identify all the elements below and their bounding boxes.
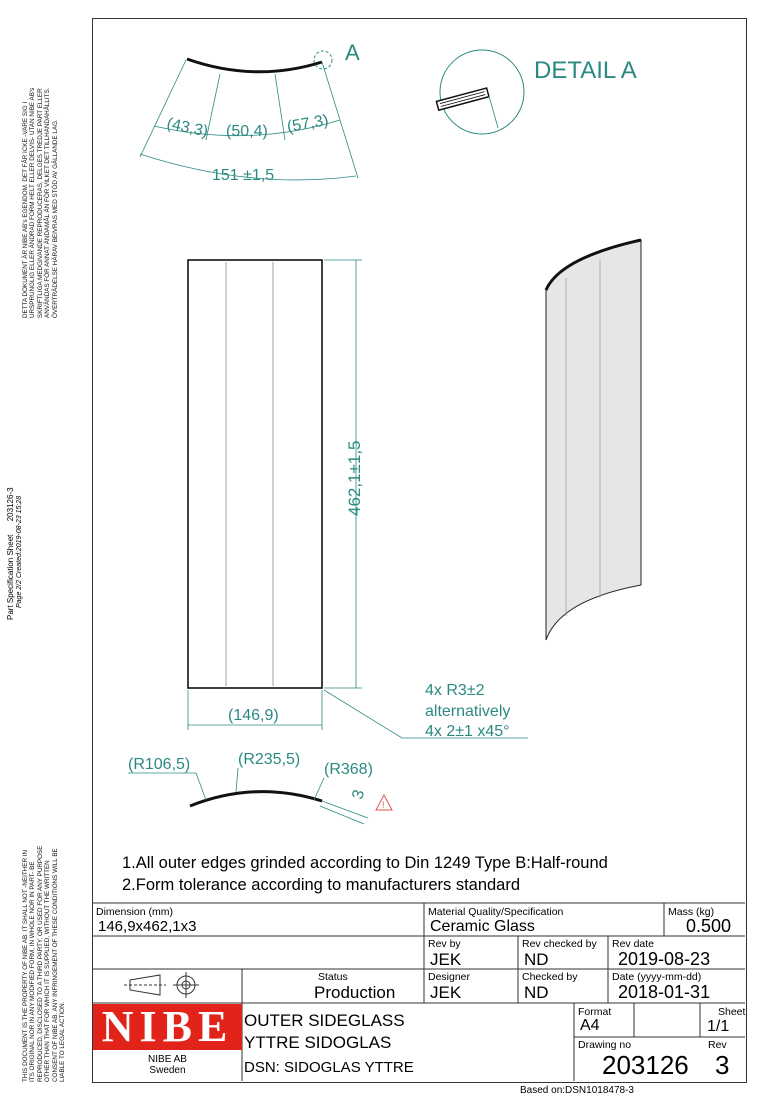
front-view-panel [188, 260, 322, 688]
note-2: 2.Form tolerance according to manufacturers standard [122, 876, 521, 894]
date-label: Date (yyyy-mm-dd) [612, 971, 702, 983]
radius-2: (R235,5) [238, 751, 301, 768]
arc-length-total: 151 ±1,5 [212, 167, 275, 184]
designer-label: Designer [428, 971, 471, 983]
notice-line: REPRODUCED, DISCLOSED TO A THIRD PARTY, OR USED FOR ANY PURPOSE [36, 845, 44, 1082]
rev-date-value: 2019-08-23 [618, 949, 711, 969]
sheet-number: 203126-3 [6, 487, 15, 522]
radius-leader [236, 768, 238, 792]
checked-label: Checked by [522, 971, 578, 983]
detail-a-title: DETAIL A [534, 57, 637, 84]
notice-line: LIABLE TO LEGAL ACTION. [59, 1001, 67, 1082]
rev-checked-label: Rev checked by [522, 938, 597, 950]
company-name: NIBE AB [148, 1054, 187, 1065]
rev-value: 3 [715, 1050, 730, 1080]
rev-label: Rev [708, 1039, 727, 1051]
material-value: Ceramic Glass [430, 918, 535, 935]
arc-segment-1: (43,3) [165, 115, 210, 141]
page-info: Page 2/2 Created:2019-08-23 15:28 [16, 495, 23, 608]
designer-value: JEK [430, 983, 462, 1002]
notice-line: CONSENT OF NIBE AB. ANY INFRINGEMENT OF THESE CONDITIONS WILL BE [51, 848, 59, 1082]
corner-note-2: alternatively [425, 703, 511, 720]
radius-3: (R368) [324, 761, 373, 778]
notice-line: ITS ORIGINAL NOR IN ANY MODIFIED FORM, IN WHOLE NOR IN PART- BE [29, 861, 37, 1082]
notice-line: ANVÄNDAS FÖR ANNAT ÄNDAMÅL ÄN FÖR VILKET DET TILLHANDAHÅLLITS. [44, 87, 52, 318]
company-logo [93, 1004, 242, 1050]
svg-text:!: ! [382, 800, 385, 810]
part-title-swedish: YTTRE SIDOGLAS [244, 1033, 392, 1052]
company-country: Sweden [149, 1065, 186, 1076]
detail-a-edge [436, 88, 489, 110]
rev-checked-value: ND [524, 950, 549, 969]
material-label: Material Quality/Specification [428, 906, 564, 918]
radius-leader [196, 773, 206, 800]
notice-line: OTHER THAN THAT FOR WHICH IT IS SUPPLIED, WITHOUT THE WRITTEN [44, 860, 52, 1082]
dimension-value: 146,9x462,1x3 [98, 918, 197, 935]
extension-line [140, 60, 186, 157]
thickness-dimension: 3 [349, 788, 369, 802]
dimension-label: Dimension (mm) [96, 906, 174, 918]
isometric-panel [546, 240, 641, 640]
detail-a-marker: A [345, 40, 360, 65]
radius-1: (R106,5) [128, 756, 191, 773]
notice-line: THIS DOCUMENT IS THE PROPERTY OF NIBE AB. IT SHALL NOT -NEITHER IN [22, 849, 29, 1082]
sheet-title: Part Specification Sheet [6, 534, 15, 620]
part-dsn: DSN: SIDOGLAS YTTRE [244, 1059, 414, 1076]
date-value: 2018-01-31 [618, 982, 711, 1002]
checked-value: ND [524, 983, 549, 1002]
rev-by-label: Rev by [428, 938, 461, 950]
corner-note-3: 4x 2±1 x45° [425, 723, 510, 740]
notice-line: SKRIFTLIGA MEDGIVANDE REPRODUCERAS, DELGES TREDJE PART ELLER [36, 88, 44, 318]
logo-text: NIBE [101, 1002, 234, 1051]
note-1: 1.All outer edges grinded according to Din 1249 Type B:Half-round [122, 854, 608, 872]
width-dimension: (146,9) [228, 707, 279, 724]
part-title-english: OUTER SIDEGLASS [244, 1011, 405, 1030]
drawing-no-label: Drawing no [578, 1039, 632, 1051]
radius-leader [314, 778, 324, 800]
top-view-arc [187, 59, 322, 72]
rev-by-value: JEK [430, 950, 462, 969]
sheet-label: Sheet [718, 1006, 746, 1018]
mass-value: 0.500 [686, 916, 732, 936]
status-value: Production [314, 983, 396, 1002]
drawing-no-value: 203126 [602, 1050, 689, 1080]
notice-line: ÖVERTRÄDELSE HÄRAV BEIVRAS MED STÖD AV GÄLLANDE LAG. [51, 119, 59, 318]
height-dimension: 462,1±1,5 [345, 440, 364, 516]
format-label: Format [578, 1006, 612, 1018]
arc-segment-2: (50,4) [226, 123, 268, 140]
rev-date-label: Rev date [612, 938, 655, 950]
projection-symbol [124, 972, 199, 998]
format-value: A4 [580, 1017, 600, 1034]
detail-a-leader [489, 96, 498, 128]
arc-segment-3: (57,3) [285, 111, 330, 136]
mass-label: Mass (kg) [668, 906, 715, 918]
notice-line: URSPRUNGLIG ELLER ÄNDRAD FORM HELT ELLER DELVIS- UTAN NIBE AB's [29, 87, 37, 318]
notice-line: DETTA DOKUMENT ÄR NIBE AB's EGENDOM. DET FÅR ICKE -VARE SIG I [22, 101, 29, 318]
company-info [93, 1054, 242, 1076]
extension-line [275, 74, 285, 140]
based-on: Based on:DSN1018478-3 [520, 1085, 634, 1096]
sheet-value: 1/1 [707, 1018, 730, 1035]
status-label: Status [318, 971, 348, 983]
bottom-view-arc [190, 792, 322, 806]
corner-note-1: 4x R3±2 [425, 682, 485, 699]
